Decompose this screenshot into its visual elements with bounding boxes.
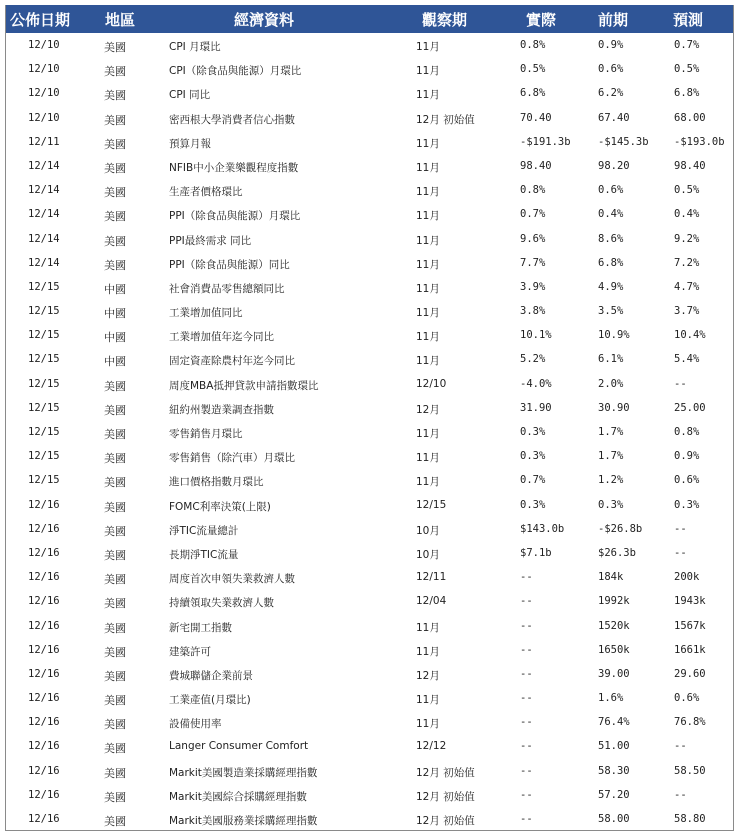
cell-forecast: 9.2% (674, 232, 700, 245)
cell-date: 12/15 (28, 377, 60, 390)
cell-actual: 0.8% (520, 39, 546, 51)
table-row (6, 130, 733, 154)
cell-previous: 1992k (598, 595, 630, 608)
cell-region: 中國 (104, 331, 126, 345)
cell-date: 12/10 (28, 111, 60, 124)
cell-date: 12/16 (28, 764, 60, 777)
cell-date: 12/16 (28, 571, 60, 584)
cell-forecast: 0.6% (674, 474, 700, 487)
cell-period: 12/04 (416, 595, 447, 608)
cell-actual: 3.8% (520, 305, 546, 318)
cell-forecast: 4.7% (674, 280, 700, 293)
table-row (6, 420, 733, 444)
cell-previous: 67.40 (598, 111, 630, 124)
cell-date: 12/10 (28, 87, 60, 100)
cell-date: 12/15 (28, 426, 60, 438)
cell-previous: 39.00 (598, 667, 630, 680)
cell-forecast: 3.7% (674, 305, 700, 318)
cell-previous: 1.6% (598, 692, 624, 705)
cell-indicator: 淨TIC流量總計 (169, 524, 239, 537)
cell-actual: 3.9% (520, 280, 546, 293)
cell-indicator: 費城聯儲企業前景 (169, 669, 253, 682)
cell-date: 12/16 (28, 546, 60, 559)
cell-period: 11月 (416, 186, 440, 199)
cell-actual: 0.7% (520, 474, 546, 487)
cell-region: 美國 (104, 113, 126, 127)
cell-period: 12/12 (416, 740, 447, 753)
header-region: 地區 (105, 11, 136, 29)
cell-indicator: CPI 同比 (169, 89, 211, 102)
cell-forecast: -- (674, 522, 687, 535)
table-row (6, 202, 733, 226)
cell-indicator: NFIB中小企業樂觀程度指數 (169, 161, 299, 174)
cell-region: 美國 (104, 524, 126, 538)
cell-period: 12/10 (416, 377, 447, 390)
table-row (6, 299, 733, 323)
cell-forecast: -$193.0b (674, 135, 725, 148)
table-row (6, 614, 733, 638)
cell-date: 12/10 (28, 63, 60, 76)
cell-indicator: 固定資產除農村年迄今同比 (169, 355, 295, 368)
cell-indicator: 密西根大學消費者信心指數 (169, 113, 295, 126)
cell-date: 12/10 (28, 39, 60, 51)
cell-indicator: 預算月報 (169, 137, 211, 150)
cell-date: 12/16 (28, 643, 60, 656)
cell-forecast: 0.3% (674, 498, 700, 511)
table-row (6, 734, 733, 758)
cell-date: 12/16 (28, 692, 60, 705)
cell-actual: -- (520, 571, 533, 584)
cell-region: 美國 (104, 89, 126, 103)
cell-indicator: CPI（除食品與能源）月環比 (169, 65, 302, 78)
cell-previous: 6.1% (598, 353, 624, 366)
cell-region: 美國 (104, 718, 126, 732)
cell-actual: -- (520, 716, 533, 729)
cell-date: 12/15 (28, 280, 60, 293)
cell-indicator: 工業增加值同比 (169, 307, 243, 320)
cell-period: 12/11 (416, 571, 447, 584)
cell-region: 美國 (104, 548, 126, 562)
cell-forecast: 1943k (674, 595, 706, 608)
cell-previous: 6.2% (598, 87, 624, 100)
cell-actual: -4.0% (520, 377, 552, 390)
cell-period: 11月 (416, 41, 440, 53)
cell-forecast: -- (674, 788, 687, 801)
cell-actual: 5.2% (520, 353, 546, 366)
table-row (6, 638, 733, 662)
cell-date: 12/16 (28, 813, 60, 825)
header-actual: 實際 (526, 11, 557, 29)
cell-period: 10月 (416, 548, 440, 561)
table-row (6, 589, 733, 613)
table-row (6, 347, 733, 371)
cell-forecast: 10.4% (674, 329, 706, 342)
cell-indicator: 新宅開工指數 (169, 621, 232, 634)
cell-previous: 8.6% (598, 232, 624, 245)
cell-period: 11月 (416, 210, 440, 223)
cell-forecast: 7.2% (674, 256, 700, 269)
cell-period: 11月 (416, 331, 440, 344)
cell-region: 美國 (104, 258, 126, 272)
cell-actual: 0.3% (520, 426, 546, 438)
cell-period: 11月 (416, 137, 440, 150)
cell-period: 12月 (416, 669, 440, 682)
cell-region: 美國 (104, 161, 126, 175)
cell-actual: -- (520, 619, 533, 632)
cell-actual: $143.0b (520, 522, 565, 535)
cell-indicator: 長期淨TIC流量 (169, 548, 239, 561)
cell-previous: -$26.8b (598, 522, 643, 535)
cell-indicator: Langer Consumer Comfort (169, 740, 309, 753)
cell-actual: -- (520, 595, 533, 608)
table-header (6, 5, 733, 33)
cell-forecast: 0.5% (674, 184, 700, 197)
cell-region: 美國 (104, 815, 126, 828)
cell-actual: 9.6% (520, 232, 546, 245)
cell-actual: 0.3% (520, 498, 546, 511)
cell-date: 12/15 (28, 474, 60, 487)
table-row (6, 251, 733, 275)
cell-indicator: PPI（除食品與能源）同比 (169, 258, 290, 271)
cell-actual: 6.8% (520, 87, 546, 100)
cell-indicator: 周度MBA抵押貸款申請指數環比 (169, 379, 319, 392)
cell-region: 美國 (104, 597, 126, 611)
cell-period: 11月 (416, 476, 440, 489)
cell-period: 11月 (416, 694, 440, 707)
cell-previous: $26.3b (598, 546, 636, 559)
cell-date: 12/16 (28, 788, 60, 801)
cell-forecast: -- (674, 377, 687, 390)
cell-indicator: Markit美國服務業採購經理指數 (169, 815, 318, 827)
cell-period: 12月 初始值 (416, 766, 475, 779)
cell-forecast: 76.8% (674, 716, 706, 729)
cell-region: 美國 (104, 742, 126, 756)
cell-actual: 0.5% (520, 63, 546, 76)
cell-forecast: 1567k (674, 619, 706, 632)
cell-actual: -- (520, 692, 533, 705)
cell-forecast: 5.4% (674, 353, 700, 366)
cell-date: 12/14 (28, 232, 60, 245)
cell-forecast: 0.4% (674, 208, 700, 221)
cell-indicator: 工業產值(月環比) (169, 694, 251, 707)
cell-previous: 58.30 (598, 764, 630, 777)
cell-region: 美國 (104, 669, 126, 683)
cell-period: 12月 (416, 403, 440, 416)
cell-forecast: 0.7% (674, 39, 700, 51)
economic-calendar-table (5, 5, 734, 831)
table-row (6, 178, 733, 202)
cell-previous: 1.2% (598, 474, 624, 487)
cell-date: 12/14 (28, 159, 60, 172)
cell-date: 12/14 (28, 208, 60, 221)
cell-indicator: 社會消費品零售總額同比 (169, 282, 285, 295)
cell-previous: 3.5% (598, 305, 624, 318)
cell-region: 美國 (104, 500, 126, 514)
cell-previous: 0.6% (598, 63, 624, 76)
table-row (6, 396, 733, 420)
table-row (6, 57, 733, 81)
cell-previous: -$145.3b (598, 135, 649, 148)
cell-region: 美國 (104, 210, 126, 224)
table-row (6, 807, 733, 831)
cell-date: 12/14 (28, 256, 60, 269)
cell-previous: 10.9% (598, 329, 630, 342)
cell-actual: -- (520, 764, 533, 777)
header-indicator: 經濟資料 (234, 11, 295, 29)
cell-previous: 76.4% (598, 716, 630, 729)
cell-previous: 58.00 (598, 813, 630, 825)
table-row (6, 710, 733, 734)
cell-forecast: 58.50 (674, 764, 706, 777)
cell-indicator: Markit美國製造業採購經理指數 (169, 766, 318, 779)
cell-forecast: -- (674, 740, 687, 753)
cell-actual: -- (520, 813, 533, 825)
cell-forecast: 0.8% (674, 426, 700, 438)
table-body (6, 33, 733, 831)
cell-indicator: PPI（除食品與能源）月環比 (169, 210, 301, 223)
cell-forecast: 0.5% (674, 63, 700, 76)
table-row (6, 154, 733, 178)
header-period: 觀察期 (422, 11, 468, 29)
cell-previous: 57.20 (598, 788, 630, 801)
cell-actual: 7.7% (520, 256, 546, 269)
cell-actual: 10.1% (520, 329, 552, 342)
cell-indicator: 周度首次申領失業救濟人數 (169, 573, 295, 586)
cell-previous: 30.90 (598, 401, 630, 414)
table-row (6, 783, 733, 807)
table-row (6, 227, 733, 251)
cell-previous: 1520k (598, 619, 630, 632)
cell-date: 12/15 (28, 450, 60, 463)
cell-indicator: 生產者價格環比 (169, 186, 243, 199)
table-row (6, 33, 733, 57)
cell-previous: 0.6% (598, 184, 624, 197)
cell-previous: 4.9% (598, 280, 624, 293)
header-forecast: 預測 (673, 11, 704, 29)
cell-forecast: -- (674, 546, 687, 559)
cell-actual: -- (520, 788, 533, 801)
cell-actual: -- (520, 643, 533, 656)
cell-actual: $7.1b (520, 546, 552, 559)
cell-period: 11月 (416, 282, 440, 295)
cell-actual: 0.8% (520, 184, 546, 197)
cell-previous: 6.8% (598, 256, 624, 269)
cell-indicator: 持續領取失業救濟人數 (169, 597, 274, 610)
cell-region: 中國 (104, 282, 126, 296)
cell-forecast: 0.6% (674, 692, 700, 705)
table-row (6, 106, 733, 130)
cell-date: 12/16 (28, 595, 60, 608)
cell-forecast: 29.60 (674, 667, 706, 680)
cell-indicator: CPI 月環比 (169, 41, 221, 53)
cell-indicator: 工業增加值年迄今同比 (169, 331, 274, 344)
cell-actual: -- (520, 740, 533, 753)
cell-indicator: 進口價格指數月環比 (169, 476, 264, 489)
cell-period: 12月 初始值 (416, 113, 475, 126)
cell-region: 美國 (104, 621, 126, 635)
cell-actual: -$191.3b (520, 135, 571, 148)
cell-period: 10月 (416, 524, 440, 537)
cell-previous: 2.0% (598, 377, 624, 390)
cell-date: 12/16 (28, 667, 60, 680)
cell-region: 美國 (104, 476, 126, 490)
table-row (6, 493, 733, 517)
cell-date: 12/15 (28, 329, 60, 342)
cell-region: 美國 (104, 790, 126, 804)
cell-period: 11月 (416, 355, 440, 368)
cell-actual: 70.40 (520, 111, 552, 124)
cell-previous: 1.7% (598, 426, 624, 438)
cell-region: 中國 (104, 355, 126, 369)
cell-previous: 0.4% (598, 208, 624, 221)
cell-region: 美國 (104, 645, 126, 659)
cell-actual: 31.90 (520, 401, 552, 414)
cell-region: 美國 (104, 452, 126, 466)
cell-region: 美國 (104, 403, 126, 417)
cell-indicator: 建築許可 (169, 645, 211, 658)
cell-actual: -- (520, 667, 533, 680)
table-row (6, 372, 733, 396)
cell-previous: 98.20 (598, 159, 630, 172)
cell-indicator: 零售銷售（除汽車）月環比 (169, 452, 295, 465)
table-row (6, 686, 733, 710)
cell-indicator: PPI最終需求 同比 (169, 234, 252, 247)
cell-previous: 51.00 (598, 740, 630, 753)
cell-previous: 184k (598, 571, 624, 584)
table-row (6, 759, 733, 783)
cell-forecast: 1661k (674, 643, 706, 656)
cell-period: 12月 初始值 (416, 790, 475, 803)
cell-date: 12/16 (28, 740, 60, 753)
cell-date: 12/16 (28, 716, 60, 729)
cell-date: 12/15 (28, 305, 60, 318)
cell-period: 11月 (416, 89, 440, 102)
cell-date: 12/16 (28, 619, 60, 632)
cell-region: 美國 (104, 186, 126, 200)
cell-previous: 0.9% (598, 39, 624, 51)
cell-region: 美國 (104, 694, 126, 708)
cell-region: 美國 (104, 428, 126, 441)
cell-region: 美國 (104, 379, 126, 393)
cell-forecast: 200k (674, 571, 700, 584)
table-row (6, 517, 733, 541)
table-row (6, 541, 733, 565)
cell-previous: 1.7% (598, 450, 624, 463)
cell-actual: 0.7% (520, 208, 546, 221)
cell-period: 11月 (416, 234, 440, 247)
cell-period: 11月 (416, 718, 440, 731)
table-row (6, 81, 733, 105)
cell-date: 12/11 (28, 135, 60, 148)
cell-indicator: 零售銷售月環比 (169, 428, 243, 440)
cell-forecast: 68.00 (674, 111, 706, 124)
cell-date: 12/15 (28, 401, 60, 414)
cell-indicator: 紐約州製造業調查指數 (169, 403, 274, 416)
table-row (6, 468, 733, 492)
cell-period: 12月 初始值 (416, 815, 475, 827)
cell-actual: 0.3% (520, 450, 546, 463)
table-row (6, 662, 733, 686)
cell-period: 11月 (416, 452, 440, 465)
cell-region: 美國 (104, 65, 126, 79)
cell-period: 11月 (416, 307, 440, 320)
cell-forecast: 6.8% (674, 87, 700, 100)
cell-indicator: FOMC利率決策(上限) (169, 500, 271, 513)
cell-period: 11月 (416, 621, 440, 634)
cell-period: 11月 (416, 428, 440, 440)
cell-region: 美國 (104, 137, 126, 151)
cell-forecast: 25.00 (674, 401, 706, 414)
cell-region: 美國 (104, 573, 126, 587)
table-row (6, 444, 733, 468)
cell-period: 12/15 (416, 498, 447, 511)
cell-region: 美國 (104, 234, 126, 248)
cell-period: 11月 (416, 258, 440, 271)
cell-period: 11月 (416, 645, 440, 658)
cell-forecast: 0.9% (674, 450, 700, 463)
cell-actual: 98.40 (520, 159, 552, 172)
cell-forecast: 58.80 (674, 813, 706, 825)
table-row (6, 323, 733, 347)
cell-previous: 0.3% (598, 498, 624, 511)
table-row (6, 275, 733, 299)
cell-region: 美國 (104, 41, 126, 54)
cell-indicator: 設備使用率 (169, 718, 222, 731)
cell-period: 11月 (416, 161, 440, 174)
cell-date: 12/16 (28, 498, 60, 511)
cell-period: 11月 (416, 65, 440, 78)
cell-date: 12/15 (28, 353, 60, 366)
cell-indicator: Markit美國綜合採購經理指數 (169, 790, 307, 803)
cell-date: 12/14 (28, 184, 60, 197)
cell-date: 12/16 (28, 522, 60, 535)
cell-forecast: 98.40 (674, 159, 706, 172)
header-previous: 前期 (598, 11, 629, 29)
cell-region: 中國 (104, 307, 126, 321)
cell-previous: 1650k (598, 643, 630, 656)
table-row (6, 565, 733, 589)
cell-region: 美國 (104, 766, 126, 780)
header-release-date: 公佈日期 (10, 11, 71, 29)
